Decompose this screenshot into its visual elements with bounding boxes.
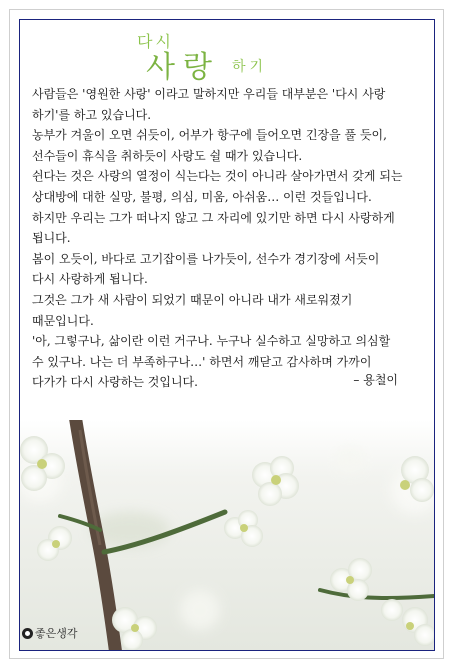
- essay-line: 수 있구나. 나는 더 부족하구나…' 하면서 깨닫고 감사하며 가까이: [32, 354, 372, 369]
- author-signature: – 용철이: [353, 373, 398, 387]
- essay-line: 봄이 오듯이, 바다로 고기잡이를 나가듯이, 선수가 경기장에 서듯이: [32, 251, 380, 266]
- title-tail: 하기: [232, 59, 268, 75]
- essay-line: 때문입니다.: [32, 313, 94, 328]
- essay-line: 사람들은 '영원한 사랑' 이라고 말하지만 우리들 대부분은 '다시 사랑: [32, 87, 386, 101]
- essay-body: [32, 84, 430, 393]
- essay-line: 그것은 그가 새 사람이 되었기 때문이 아니라 내가 새로워졌기: [32, 292, 353, 307]
- title-main: 사랑: [146, 50, 220, 85]
- essay-line: 쉰다는 것은 사랑의 열정이 식는다는 것이 아니라 살아가면서 갖게 되는: [32, 169, 403, 184]
- essay-line: 농부가 겨울이 오면 쉬듯이, 어부가 항구에 들어오면 긴장을 풀 듯이,: [32, 128, 387, 143]
- logo-mark-icon: [22, 628, 33, 639]
- essay-line: 선수들이 휴식을 취하듯이 사랑도 쉴 때가 있습니다.: [32, 148, 303, 163]
- essay-line: 다가가 다시 사랑하는 것입니다.: [32, 375, 198, 390]
- content-frame: [19, 19, 435, 651]
- essay-line: 하지만 우리는 그가 떠나지 않고 그 자리에 있기만 하면 다시 사랑하게: [32, 210, 395, 225]
- essay-line: 됩니다.: [32, 231, 71, 246]
- essay-line: 하기'를 하고 있습니다.: [32, 107, 152, 122]
- essay-line: 다시 사랑하게 됩니다.: [32, 272, 148, 287]
- publisher-logo: [22, 625, 78, 641]
- plum-blossom-photo: [20, 420, 434, 650]
- title-small: 다시: [137, 32, 174, 51]
- publisher-name: 좋은생각: [35, 627, 78, 640]
- essay-line: '아, 그렇구나, 삶이란 이런 거구나. 누구나 실수하고 실망하고 의심할: [32, 334, 391, 349]
- essay-line: 상대방에 대한 실망, 불평, 의심, 미움, 아쉬움… 이런 것들입니다.: [32, 189, 372, 204]
